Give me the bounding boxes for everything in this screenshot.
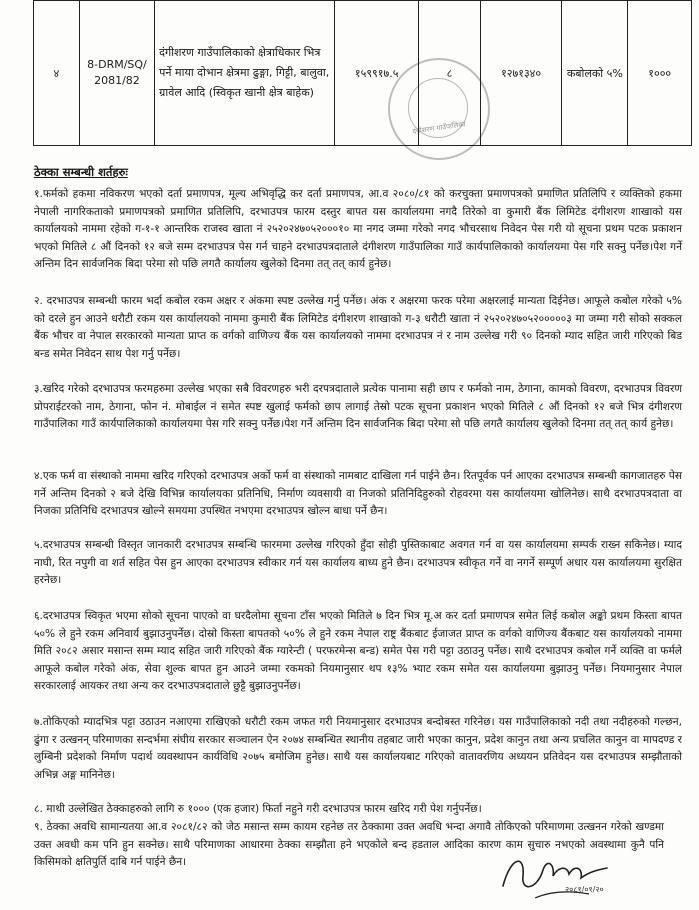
row-serial-number: ४ xyxy=(34,1,80,146)
office-stamp xyxy=(388,58,490,160)
table-row xyxy=(34,1,692,146)
condition-1: १.फर्मको हकमा नविकरण भएको दर्ता प्रमाणपत्र, मूल्य अभिवृद्धि कर दर्ता प्रमाणपत्र, आ.व २०८०/८१ को करचुक्ता प्रमाणपत्रको प्रमाणित प्रतिलिपि र व्यक्तिको हकमा नेपाली नागरिकताको प्रमाणपत्रको प्रमाणित प्रतिलिपि, दरभाउपत्र फारम दस्तुर बापत यस कार्यालयमा नगदै तिरेको वा कुमारी बैंक लिमिटेड दंगीशरण शाखाको यस कार्यालयको नाममा रहेको ग-१-१ आन्तरिक राजस्व खाता नं २५२०२४७०५२०००१० मा नगद जम्मा गरेको नगद भौचरसाथ निवेदन पेस गरी यो सूचना प्रथम पटक प्रकाशन भएको मितिले ८ औं दिनको १२ बजे सम्म दरभाउपत्र पेस गर्न चाहने दरभाउपत्रदाताले दंगीशरण गाउँपालिका गाउँ कार्यपालिकाको कार्यालयमा पेस गरि सक्नु पर्नेछ।पेश गर्ने अन्तिम दिन सार्वजनिक बिदा परेमा सो पछि लगतै कार्यालय खुलेको दिनमा तत् तत् कार्य हुनेछ। xyxy=(34,188,682,270)
stamp-text: दंगीशरण गाउँपालिका xyxy=(411,120,466,136)
condition-8: ८. माथी उल्लेखित ठेक्काहरुको लागि रु १००० (एक हजार) फिर्ता नहुने गरी दरभाउपत्र फारम खरिद गरी पेश गर्नुपर्नेछ। xyxy=(34,803,482,815)
tender-table xyxy=(33,0,692,146)
condition-6: ६.दरभाउपत्र स्विकृत भएमा सोको सूचना पाएको वा घरदैलोमा सूचना टाँस भएको मितिले ७ दिन भित्र मू.अ कर दर्ता प्रमाणपत्र समेत लिई कबोल अङ्को प्रथम किस्ता बापत ५०% ले हुने रकम अनिवार्य बुझाउनुपर्नेछ। दोस्रो किस्ता बापतको ५०% ले हुने रकम नेपाल राष्ट्र बैंकबाट ईजाजत प्राप्त क वर्गको वाणिज्य बैंकबाट यस कार्यालयको नाममा मिति २०८२ असार मसान्त सम्म म्याद सहित जारी गरिएको बैंक ग्यारेन्टी ( परफरमेन्स बन्ड) समेत पेस गरी पट्टा उठाउनु पर्नेछ। साथै दरभाउपत्र कबोल गर्ने व्यक्ति वा फर्मले आफूले कबोल गरेको अंक, सेवा शुल्क बापत हुन आउने जम्मा रकमको नियमानुसार थप १३% भ्याट रकम समेत यस कार्यालयमा बुझाउनु पर्नेछ। नियमानुसार नेपाल सरकारलाई आयकर तथा अन्य कर दरभाउपत्रदाताले छुट्टै बुझाउनुपर्नेछ। xyxy=(34,610,682,692)
condition-2: २. दरभाउपत्र सम्बन्धी फारम भर्दा कबोल रकम अक्षर र अंकमा स्पष्ट उल्लेख गर्नु पर्नेछ। अंक र अक्षरमा फरक परेमा अक्षरलाई मान्यता दिईनेछ। आफूले कबोल गरेको ५% को दरले हुन आउने धरौटी रकम यस कार्यालयको नाममा कुमारी बैंक लिमिटेड दंगीशरण शाखाको ग-३ धरौटी खाता नं २५२०२४७०५२०००००३ मा जम्मा गरी सोको सक्कल बैंक भौचर वा नेपाल सरकारको मान्यता प्राप्त क वर्गको वाणिज्य बैंक यस कार्यालयको नाममा दरभाउपत्र नं र नाम उल्लेख गरी ९० दिनको म्याद सहित जारी गरिएको बिड बन्ड समेत निवेदन साथ पेश गर्नु पर्नेछ। xyxy=(34,295,682,360)
condition-4: ४.एक फर्म वा संस्थाको नाममा खरिद गरिएको दरभाउपत्र अर्को फर्म वा संस्थाको नामबाट दाखिला गर्न पाईने छैन। रितपूर्वक पर्न आएका दरभाउपत्र सम्बन्धी कागजातहरु पेस गर्ने अन्तिम दिनको २ बजे देखि विभिन्न कार्यालयका प्रतिनिधि, निर्माण व्यवसायी वा निजको प्रतिनिदिहुरुको रोहवरमा यस कार्यालयमा खोलिनेछ। साथै दरभाउपत्रदाता वा निजका प्रतिनिधि दरभाउपत्र खोल्ने समयमा उपस्थित नभएमा दरभाउपत्र खोल्न बाधा पर्ने छैन। xyxy=(34,470,682,517)
conditions-heading: ठेक्का सम्बन्धी शर्तहरुः xyxy=(34,165,128,179)
signature-date: २०८१/०१/२० xyxy=(565,885,604,894)
condition-9: ९. ठेक्का अवधि सामान्यतया आ.व २०८१/८२ को जेठ मसान्त सम्म कायम रहनेछ तर ठेक्कामा उक्त अवधि भन्दा अगावै तोकिएको परिमाणमा उत्खनन गरेको खण्डमा उक्त अवधी कम पनि हुन सक्नेछ। साथै परिमाणका आधारमा ठेक्का सम्झौता हने भएकोले बन्द हडताल आदिका कारण काम सुचारु नभएको अवस्थामा कुनै पनि किसिमको क्षतिपुर्ति दाबि गर्न पाईने छैन। xyxy=(34,821,664,868)
condition-7: ७.तोकिएको म्यादभित्र पट्टा उठाउन नआएमा राखिएको धरौटी रकम जफत गरी नियमानुसार दरभाउपत्र बन्दोबस्त गरिनेछ। यस गाउँपालिकाको नदी तथा नदीहरुको गल्छन, ढुंगा र उत्खनन् परिमाणका सन्दर्भमा संघीय सरकार सञ्चालन ऐन २०७४ सम्बन्धित स्थानीय तहबाट जारी भएका कानुन, प्रदेश कानुन तथा अन्य प्रचलित कानुन वा मापदण्ड र लुम्बिनी प्रदेशको निर्माण पदार्थ व्यवस्थापन कार्यविधि २०७५ बमोजिम हुनेछ। साथै यस कार्यालयबाट गरिएको वातावरणिय अध्ययन प्रतिवेदन यस दरभाउपत्र सम्झौताको अभिन्न अङ्ग मानिनेछ। xyxy=(34,716,682,781)
condition-3: ३.खरिद गरेको दरभाउपत्र फरमहरुमा उल्लेख भएका सबै विवरणहरु भरी दरपत्रदाताले प्रत्येक पानामा सही छाप र फर्मको नाम, ठेगाना, कामको विवरण, दरभाउपत्र विवरण प्रोपराईटरको नाम, ठेगाना, फोन नं. मोबाईल नं समेत स्पष्ट खुलाई फर्मको छाप लागाई तेस्रो पटक सूचना प्रकाशन भएको मितिले ८ औं दिनको १२ बजे भित्र दंगीशरण गाउँपालिका गाउँ कार्यपालिकाको कार्यालयमा पेस गरि सक्नु पर्नेछ।पेश गर्ने अन्तिम दिन सार्वजनिक बिदा परेमा सो पछि लगतै कार्यालय खुलेको दिनमा तत् तत् कार्य हुनेछ। xyxy=(34,383,682,430)
row-number: ८ xyxy=(419,1,481,146)
row-code xyxy=(79,1,154,146)
row-amount: १५९९१७.५ xyxy=(335,1,419,146)
row-amount-2: १२७१३४० xyxy=(480,1,561,146)
row-code-text: 8-DRM/SQ/2081/82 xyxy=(87,58,147,87)
row-description: दंगीशरण गाउँपालिकाको क्षेत्राधिकार भित्र पर्ने माया दोभान क्षेत्रमा ढुङ्गा, गिट्टी, बालुवा, ग्रावेल आदि (स्विकृत खानी क्षेत्र बाहेक) xyxy=(155,1,335,146)
condition-5: ५.दरभाउपत्र सम्बन्धी विस्तृत जानकारी दरभाउपत्र सम्बन्धि फारममा उल्लेख गरिएको हुँदा सोही पुस्तिकाबाट अवगत गर्न वा यस कार्यालयमा सम्पर्क राख्न सकिनेछ। म्याद नाघी, रित नपुगी वा शर्त सहित पेस हुन आएका दरभाउपत्र स्वीकार गर्न यस कार्यालय बाध्य हुने छैन। दरभाउपत्र स्वीकृत गर्ने वा नगर्ने सम्पूर्ण अधार यस कार्यालयमा सुरक्षित हरनेछ। xyxy=(34,539,682,586)
row-fee: १००० xyxy=(628,1,692,146)
row-deposit-type: कबोलको ५% xyxy=(562,1,628,146)
signature xyxy=(497,846,617,904)
